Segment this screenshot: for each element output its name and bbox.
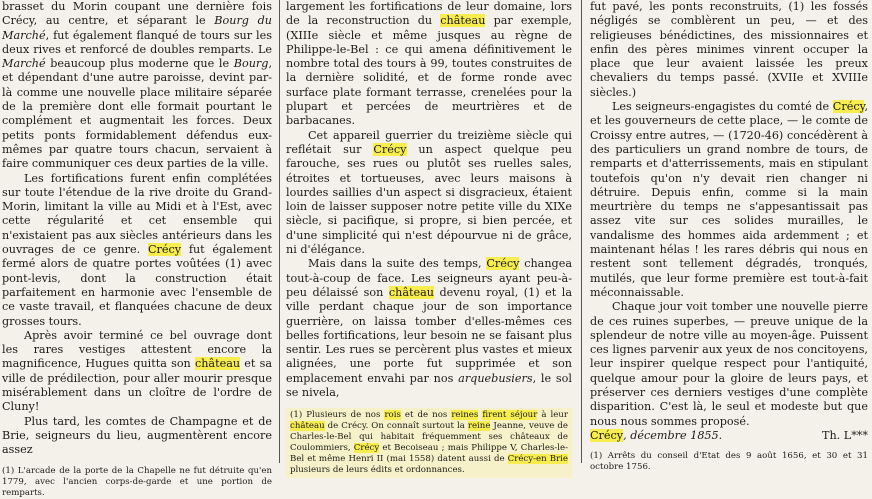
paragraph: largement les fortifications de leur domaine, lors de la reconstruction du château par exemple, (XIIIe siècle et même jusques au règne de Philippe-le-Bel : ce qui amena définitivement le nombre total des tours à 99, toutes construites de la dernière solidité, et de forme ronde avec surface plate formant terrasse, crenelées pour la plupart et percées de meurtrières et de barbacanes. xyxy=(286,0,572,128)
highlighted-term: Crécy xyxy=(832,100,865,114)
highlighted-term: firent séjour xyxy=(482,410,538,421)
column-1-body xyxy=(2,0,272,458)
footnote: (1) L'arcade de la porte de la Chapelle ne fut détruite qu'en 1779, avec l'ancien corps-de-garde et une portion de remparts. xyxy=(2,465,272,498)
signature-author: Th. L*** xyxy=(822,428,868,442)
text-column-1 xyxy=(0,0,272,498)
column-divider xyxy=(581,0,582,463)
paragraph: Mais dans la suite des temps, Crécy changea tout-à-coup de face. Les seigneurs ayant peu-à-peu délaissé son château devenu royal, (1) et la ville perdant chaque jour de son importance guerrière, on laissa tomber d'elles-mêmes ces belles fortifications, leur besoin ne se faisant plus sentir. Les rues se percèrent plus vastes et mieux alignées, une porte fut supprimée et son emplacement envahi par nos arquebusiers, le sol se nivela, xyxy=(286,257,573,400)
paragraph: Cet appareil guerrier du treizième siècle qui reflétait sur Crécy un aspect quelque peu farouche, ses rues ou plutôt ses ruelles sales, étroites et tortueuses, avec leurs maisons à lourdes saillies d'un aspect si disgracieux, étaient loin de laisser supposer notre petite ville du XIXe siècle, si pacifique, si propre, si bien percée, et d'une simplicité qui n'est dépourvue ni de grâce, ni d'élégance. xyxy=(286,128,572,257)
column-3-body xyxy=(590,0,868,443)
paragraph: fut pavé, les ponts reconstruits, (1) les fossés négligés se comblèrent un peu, — et des religieuses bénédictines, des missionnaires et enfin des pères minimes vinrent occuper la place que leur avaient laissée les preux chevaliers du temps passé. (XVIIe et XVIIIe siècles.) xyxy=(590,0,868,99)
footnote: (1) Arrêts du conseil d'Etat des 9 août 1656, et 30 et 31 octobre 1756. xyxy=(590,451,868,473)
paragraph: Après avoir terminé ce bel ouvrage dont les rares vestiges attestent encore la magnificence, Hugues quitta son château et sa ville de prédilection, pour aller mourir presque misérablement dans un cloître de l'ordre de Cluny! xyxy=(2,328,272,414)
signature-date: , décembre 1855. xyxy=(623,428,723,442)
highlighted-term: rois xyxy=(384,410,401,421)
highlighted-term: Crécy xyxy=(486,257,520,271)
column-divider xyxy=(279,0,280,463)
text-column-3 xyxy=(590,0,868,473)
paragraph: Chaque jour voit tomber une nouvelle pierre de ces ruines superbes, — preuve unique de la splendeur de notre ville au moyen-âge. Puissent ces lignes parvenir aux yeux de nos concitoyens, leur inspirer quelque respect pour l'antiquité, quelque amour pour la gloire de leurs pays, et préserver ces derniers vestiges d'une complète disparition. C'est là, le seul et modeste but que nous nous sommes proposé. xyxy=(590,300,868,428)
italic-term: arquebusiers xyxy=(458,371,533,385)
paragraph: Les seigneurs-engagistes du comté de Crécy, et les gouverneurs de cette place, — le comte de Croissy entre autres, — (1720-46) concédèrent à des particuliers un grand nombre de tours, de remparts et d'atterrissements, mais en stipulant toutefois qu'on n'y devait rien changer ni détruire. Depuis enfin, comme si la main meurtrière du temps ne s'appesantissait pas assez vite sur ces solides murailles, le vandalisme des hommes aida ardemment ; et maintenant hélas ! les rares débris qui nous en restent sont tellement dégradés, tronqués, mutilés, que leur forme première est tout-à-fait méconnaissable. xyxy=(590,100,868,299)
highlighted-term: château xyxy=(194,357,241,371)
highlighted-term: château xyxy=(388,285,434,299)
italic-term: Bourg xyxy=(233,57,269,71)
italic-term: Bourg du Marché xyxy=(2,14,272,42)
highlighted-term: Crécy-en Brie xyxy=(507,454,568,465)
highlighted-term: Crécy xyxy=(373,142,407,156)
highlighted-term: Crécy xyxy=(353,443,380,454)
italic-term: Marché xyxy=(2,57,46,71)
highlighted-term: Crécy xyxy=(147,243,182,257)
signature-line xyxy=(590,429,868,443)
highlighted-term: château xyxy=(440,14,486,28)
highlighted-term: reines xyxy=(451,410,479,421)
paragraph: Plus tard, les comtes de Champagne et de Brie, seigneurs du lieu, augmentèrent encore assez xyxy=(2,414,272,457)
highlighted-term: reine xyxy=(467,421,491,432)
signature-place: Crécy xyxy=(590,428,624,442)
highlighted-term: château xyxy=(290,421,325,432)
column-2-body xyxy=(286,0,572,400)
text-column-2 xyxy=(286,0,573,476)
signature-place-date xyxy=(590,429,722,443)
paragraph: Les fortifications furent enfin complétées sur toute l'étendue de la rive droite du Grand-Morin, limitant la ville au Midi et à l'Est, avec cette régularité et cet ensemble qui n'existaient pas aux siècles antérieurs dans les ouvrages de ce genre. Crécy fut également fermé alors de quatre portes voûtées (1) avec pont-levis, dont la construction était parfaitement en harmonie avec l'ensemble de ce vaste travail, et flanquées chacune de deux grosses tours. xyxy=(2,171,272,328)
paragraph: brasset du Morin coupant une dernière fois Crécy, au centre, et séparant le Bourg du Marché, fut également flanqué de tours sur les deux rives et renforcé de doubles remparts. Le Marché beaucoup plus moderne que le Bourg, et dépendant d'une autre paroisse, devint par-là comme une nouvelle place militaire séparée de la première dont elle formait pourtant le complément et augmentait les forces. Deux petits ponts formidablement défendus eux-mêmes par quatre tours chacun, servaient à faire communiquer ces deux parties de la ville. xyxy=(2,0,272,171)
footnote: (1) Plusieurs de nos rois et de nos reines firent séjour à leur château de Crécy. On connaît surtout la reine Jeanne, veuve de Charles-le-Bel qui habitait fréquemment ses châteaux de Coulommiers, Crécy et Becoiseau ; mais Philippe V, Charles-le-Bel et même Henri II (mai 1558) datent aussi de Crécy-en Brie plusieurs de leurs édits et ordonnances. xyxy=(286,408,572,478)
